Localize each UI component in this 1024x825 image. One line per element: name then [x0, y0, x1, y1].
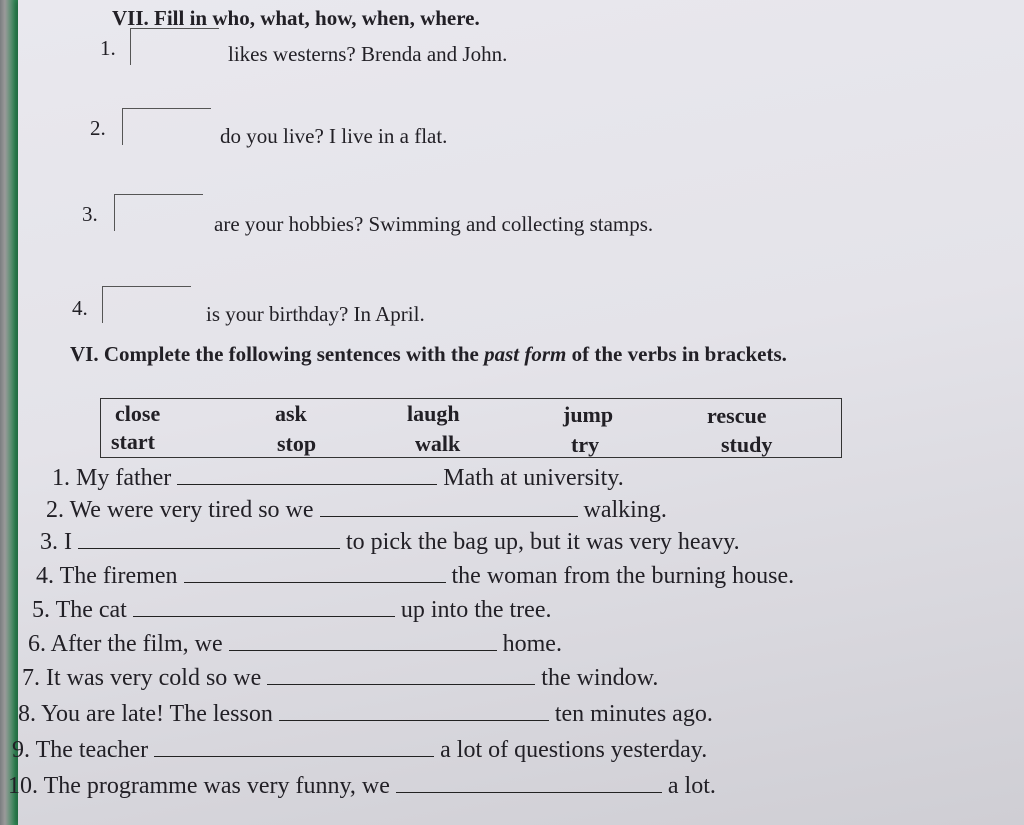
sentence-8-end: ten minutes ago.	[554, 701, 713, 727]
sentence-1-blank[interactable]	[177, 462, 437, 485]
sentence-4-end: the woman from the burning house.	[451, 563, 795, 589]
sentence-7-end: the window.	[541, 665, 659, 691]
sentence-6-blank[interactable]	[229, 628, 497, 651]
sentence-10-start: 10. The programme was very funny, we	[8, 773, 390, 799]
word-walk: walk	[415, 431, 461, 456]
sentence-3-blank[interactable]	[78, 526, 340, 549]
sentence-1-end: Math at university.	[443, 465, 624, 491]
word-start: start	[111, 429, 155, 454]
sentence-10-end: a lot.	[667, 773, 716, 799]
q3-number: 3.	[82, 202, 98, 226]
sentence-1	[52, 462, 624, 492]
sentence-2	[46, 494, 667, 524]
sentence-9	[12, 734, 707, 764]
sentence-8-start: 8. You are late! The lesson	[18, 701, 273, 727]
sentence-9-end: a lot of questions yesterday.	[440, 737, 708, 763]
sentence-3	[40, 526, 740, 556]
q4-number: 4.	[72, 296, 88, 320]
sentence-6-end: home.	[502, 631, 562, 657]
sentence-7-start: 7. It was very cold so we	[22, 665, 262, 691]
word-laugh: laugh	[407, 401, 460, 426]
section6-title-start: VI. Complete the following sentences with the	[70, 342, 485, 366]
q1-text: likes westerns? Brenda and John.	[228, 42, 508, 66]
q4-answer-box[interactable]	[102, 286, 191, 323]
sentence-1-start: 1. My father	[52, 465, 172, 491]
word-stop: stop	[277, 431, 317, 456]
sentence-7	[22, 662, 658, 692]
word-jump: jump	[563, 402, 614, 427]
sentence-3-end: to pick the bag up, but it was very heavy.	[346, 529, 740, 555]
sentence-6-start: 6. After the film, we	[28, 631, 223, 657]
sentence-8-blank[interactable]	[279, 698, 549, 721]
sentence-9-blank[interactable]	[154, 734, 434, 757]
sentence-6	[28, 628, 562, 658]
sentence-2-end: walking.	[583, 497, 667, 523]
q2-text: do you live? I live in a flat.	[220, 124, 448, 148]
word-try: try	[571, 432, 600, 457]
word-study: study	[721, 432, 773, 457]
sentence-9-start: 9. The teacher	[12, 737, 149, 763]
sentence-10	[8, 770, 716, 800]
sentence-5	[32, 594, 551, 624]
sentence-10-blank[interactable]	[396, 770, 662, 793]
sentence-2-blank[interactable]	[320, 494, 578, 517]
word-close: close	[115, 401, 161, 426]
sentence-2-start: 2. We were very tired so we	[46, 497, 314, 523]
sentence-4	[36, 560, 794, 590]
sentence-5-blank[interactable]	[133, 594, 395, 617]
q1-answer-box[interactable]	[130, 28, 219, 65]
q3-answer-box[interactable]	[114, 194, 203, 231]
sentence-4-blank[interactable]	[184, 560, 446, 583]
section6-title	[70, 342, 787, 367]
q4-text: is your birthday? In April.	[206, 302, 425, 326]
sentence-3-start: 3. I	[40, 529, 72, 555]
section7-title: VII. Fill in who, what, how, when, where.	[112, 6, 480, 30]
word-bank	[100, 398, 842, 458]
section6-title-emphasis: past form	[484, 342, 567, 366]
word-ask: ask	[275, 401, 307, 426]
section6-title-end: of the verbs in brackets.	[566, 342, 787, 366]
sentence-7-blank[interactable]	[267, 662, 535, 685]
word-rescue: rescue	[707, 403, 767, 428]
sentence-5-end: up into the tree.	[400, 597, 552, 623]
sentence-4-start: 4. The firemen	[36, 563, 178, 589]
q3-text: are your hobbies? Swimming and collecting stamps.	[214, 212, 654, 236]
q2-number: 2.	[90, 116, 106, 140]
sentence-8	[18, 698, 713, 728]
q1-number: 1.	[100, 36, 116, 60]
q2-answer-box[interactable]	[122, 108, 211, 145]
sentence-5-start: 5. The cat	[32, 597, 127, 623]
